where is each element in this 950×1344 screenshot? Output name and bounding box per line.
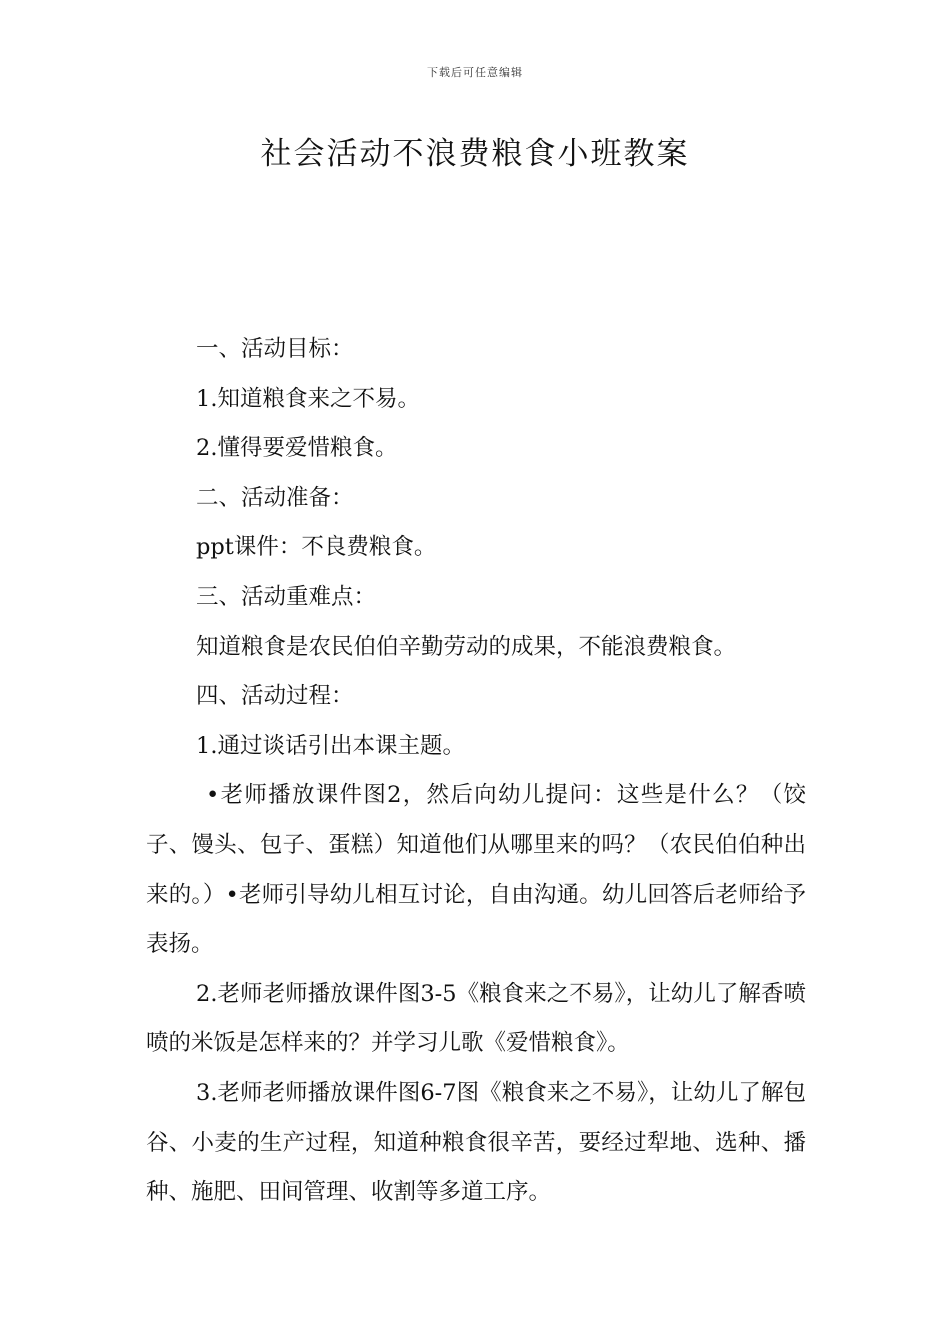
process-paragraph: •老师播放课件图2，然后向幼儿提问：这些是什么？（饺子、馒头、包子、蛋糕）知道他们从哪里来的吗？（农民伯伯种出来的。）•老师引导幼儿相互讨论，自由沟通。幼儿回答后老师给予表扬。 xyxy=(146,782,806,958)
process-paragraph: 3.老师老师播放课件图6-7图《粮食来之不易》，让幼儿了解包谷、小麦的生产过程，知道种粮食很辛苦，要经过犁地、选种、播种、施肥、田间管理、收割等多道工序。 xyxy=(146,1079,806,1206)
objective-item: 2.懂得要爱惜粮食。 xyxy=(196,435,398,462)
objective-item: 1.知道粮食来之不易。 xyxy=(196,385,420,412)
document-title: 社会活动不浪费粮食小班教案 xyxy=(260,136,690,172)
section-heading-preparation: 二、活动准备： xyxy=(196,484,354,511)
key-points-text: 知道粮食是农民伯伯辛勤劳动的成果，不能浪费粮食。 xyxy=(196,633,737,660)
process-paragraph: 2.老师老师播放课件图3-5《粮食来之不易》，让幼儿了解香喷喷的米饭是怎样来的？并学习儿歌《爱惜粮食》。 xyxy=(146,980,806,1057)
section-heading-process: 四、活动过程： xyxy=(196,683,354,710)
section-heading-objectives: 一、活动目标： xyxy=(196,336,354,362)
section-heading-key-points: 三、活动重难点： xyxy=(196,583,377,610)
document-body xyxy=(146,325,806,1218)
header-note: 下载后可任意编辑 xyxy=(427,66,523,79)
preparation-item: ppt课件：不良费粮食。 xyxy=(196,534,437,561)
process-step: 1.通过谈话引出本课主题。 xyxy=(196,732,465,759)
